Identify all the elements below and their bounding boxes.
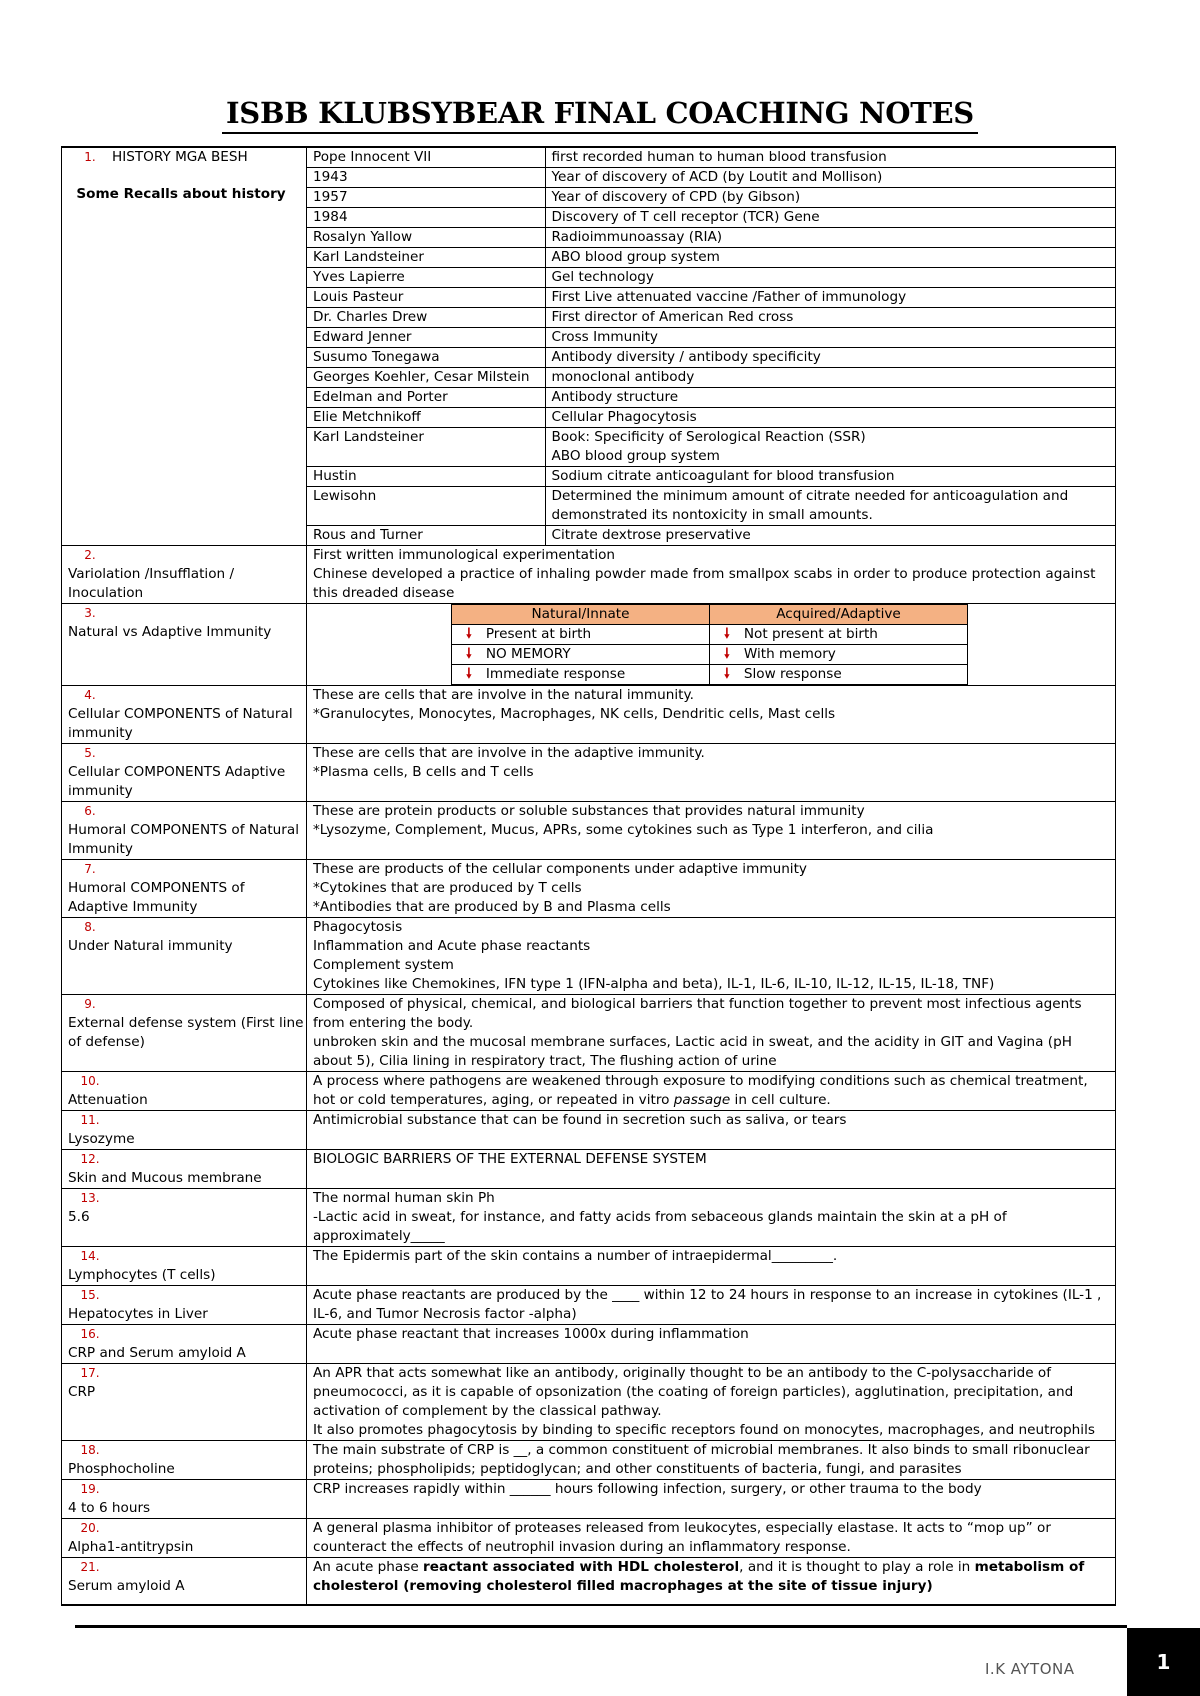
- history-name: Rosalyn Yallow: [307, 228, 545, 248]
- history-row: [307, 168, 1115, 188]
- item-term: CRP: [68, 1384, 96, 1400]
- term-cell: [62, 1441, 307, 1480]
- term-cell: [62, 604, 307, 686]
- item-number: 7.: [84, 862, 96, 876]
- arrow-down-icon: 🠗: [724, 626, 730, 642]
- table-row: [62, 1072, 1116, 1111]
- description-cell: A process where pathogens are weakened through exposure to modifying conditions such as chemical treatment, hot or cold temperatures, aging, or repeated in vitro passage in cell culture.: [307, 1072, 1116, 1111]
- history-fact: Discovery of T cell receptor (TCR) Gene: [545, 208, 1115, 228]
- history-row: [307, 228, 1115, 248]
- history-name: Karl Landsteiner: [307, 428, 545, 467]
- arrow-down-icon: 🠗: [724, 646, 730, 662]
- item-number: 19.: [80, 1482, 100, 1496]
- item-term: Cellular COMPONENTS of Natural immunity: [68, 706, 293, 741]
- term-cell: [62, 1480, 307, 1519]
- history-row: [307, 467, 1115, 487]
- history-row: [307, 148, 1115, 168]
- item-number: 4.: [84, 688, 96, 702]
- item-number: 16.: [80, 1327, 100, 1341]
- table-row: [62, 1519, 1116, 1558]
- history-name: Georges Koehler, Cesar Milstein: [307, 368, 545, 388]
- adaptive-trait: 🠗 Not present at birth: [710, 625, 968, 645]
- description-cell: Acute phase reactants are produced by the ____ within 12 to 24 hours in response to an increase in cytokines (IL-1 , IL-6, and Tumor Necrosis factor -alpha): [307, 1286, 1116, 1325]
- table-row: [62, 1480, 1116, 1519]
- adaptive-trait: 🠗 With memory: [710, 645, 968, 665]
- item-term: Variolation /Insufflation / Inoculation: [68, 566, 235, 601]
- history-name: Elie Metchnikoff: [307, 408, 545, 428]
- term-cell: [62, 802, 307, 860]
- history-name: Louis Pasteur: [307, 288, 545, 308]
- item-term: Humoral COMPONENTS of Natural Immunity: [68, 822, 299, 857]
- history-row: [307, 487, 1115, 526]
- description-cell: Composed of physical, chemical, and biological barriers that function together to prevent most infectious agents from entering the body. unbroken skin and the mucosal membrane surfaces, Lactic acid in sweat, and the acidity in GIT and Vagina (pH about 5), Cilia lining in respiratory tract, The flushing action of urine: [307, 995, 1116, 1072]
- item-number: 12.: [80, 1152, 100, 1166]
- notes-table: [61, 146, 1116, 1606]
- table-row: [62, 604, 1116, 686]
- history-fact: Citrate dextrose preservative: [545, 526, 1115, 546]
- history-row: [307, 248, 1115, 268]
- item-number: 10.: [80, 1074, 100, 1088]
- page-title: ISBB KLUBSYBEAR FINAL COACHING NOTES: [0, 96, 1200, 130]
- description-cell: Antimicrobial substance that can be found in secretion such as saliva, or tears: [307, 1111, 1116, 1150]
- history-row: [307, 368, 1115, 388]
- history-row: [307, 408, 1115, 428]
- item-number: 15.: [80, 1288, 100, 1302]
- item-number: 11.: [80, 1113, 100, 1127]
- history-fact: Year of discovery of CPD (by Gibson): [545, 188, 1115, 208]
- item-term: Humoral COMPONENTS of Adaptive Immunity: [68, 880, 245, 915]
- item-number: 3.: [84, 606, 96, 620]
- table-row: [62, 860, 1116, 918]
- history-fact: Cross Immunity: [545, 328, 1115, 348]
- term-cell: [62, 1325, 307, 1364]
- history-label: HISTORY MGA BESH: [112, 149, 248, 165]
- description-cell: These are cells that are involve in the adaptive immunity. *Plasma cells, B cells and T cells: [307, 744, 1116, 802]
- history-row: [307, 268, 1115, 288]
- term-cell: [62, 1247, 307, 1286]
- history-name: 1984: [307, 208, 545, 228]
- term-cell: [62, 1072, 307, 1111]
- table-row: [62, 1247, 1116, 1286]
- footer-line: [75, 1625, 1127, 1628]
- description-cell: A general plasma inhibitor of proteases released from leukocytes, especially elastase. It acts to “mop up” or counteract the effects of neutrophil invasion during an inflammatory response.: [307, 1519, 1116, 1558]
- term-cell: [62, 1111, 307, 1150]
- history-fact: Antibody structure: [545, 388, 1115, 408]
- arrow-down-icon: 🠗: [466, 626, 472, 642]
- history-table: [307, 148, 1115, 545]
- term-cell: [62, 147, 307, 546]
- item-number: 18.: [80, 1443, 100, 1457]
- item-number: 5.: [84, 746, 96, 760]
- item-number: 1.: [84, 150, 96, 164]
- term-cell: [62, 686, 307, 744]
- history-row: [307, 348, 1115, 368]
- history-fact: Radioimmunoassay (RIA): [545, 228, 1115, 248]
- item-number: 17.: [80, 1366, 100, 1380]
- footer-author: I.K AYTONA: [985, 1660, 1075, 1678]
- history-name: Susumo Tonegawa: [307, 348, 545, 368]
- history-row: [307, 526, 1115, 546]
- table-row: [62, 1325, 1116, 1364]
- table-row: [62, 802, 1116, 860]
- table-row: [62, 686, 1116, 744]
- item-term: Serum amyloid A: [68, 1578, 185, 1594]
- term-cell: [62, 1189, 307, 1247]
- item-term: Attenuation: [68, 1092, 148, 1108]
- item-number: 21.: [80, 1560, 100, 1574]
- description-cell: BIOLOGIC BARRIERS OF THE EXTERNAL DEFENSE SYSTEM: [307, 1150, 1116, 1189]
- history-name: Lewisohn: [307, 487, 545, 526]
- history-row: [307, 308, 1115, 328]
- item-term: Under Natural immunity: [68, 938, 233, 954]
- term-cell: [62, 744, 307, 802]
- history-fact: First director of American Red cross: [545, 308, 1115, 328]
- history-cell: [307, 147, 1116, 546]
- history-fact: Gel technology: [545, 268, 1115, 288]
- item-term: Lysozyme: [68, 1131, 135, 1147]
- history-fact: Sodium citrate anticoagulant for blood transfusion: [545, 467, 1115, 487]
- history-fact: ABO blood group system: [545, 248, 1115, 268]
- item-term: External defense system (First line of defense): [68, 1015, 304, 1050]
- description-cell: The main substrate of CRP is __, a common constituent of microbial membranes. It also binds to small ribonuclear proteins; phospholipids; peptidoglycan; and other constituents of bacteria, fungi, and parasites: [307, 1441, 1116, 1480]
- term-cell: [62, 918, 307, 995]
- description-cell: These are products of the cellular components under adaptive immunity *Cytokines that are produced by T cells *Antibodies that are produced by B and Plasma cells: [307, 860, 1116, 918]
- item-number: 6.: [84, 804, 96, 818]
- item-term: CRP and Serum amyloid A: [68, 1345, 246, 1361]
- table-row-history: [62, 147, 1116, 546]
- item-term: Alpha1-antitrypsin: [68, 1539, 194, 1555]
- arrow-down-icon: 🠗: [724, 666, 730, 682]
- history-fact: Year of discovery of ACD (by Loutit and Mollison): [545, 168, 1115, 188]
- item-term: Natural vs Adaptive Immunity: [68, 624, 272, 640]
- adaptive-trait: 🠗 Slow response: [710, 665, 968, 685]
- description-cell: Acute phase reactant that increases 1000x during inflammation: [307, 1325, 1116, 1364]
- item-number: 8.: [84, 920, 96, 934]
- term-cell: [62, 546, 307, 604]
- history-fact: Cellular Phagocytosis: [545, 408, 1115, 428]
- description-cell: An APR that acts somewhat like an antibody, originally thought to be an antibody to the C-polysaccharide of pneumococci, as it is capable of opsonization (the coating of foreign particles), agglutination, precipitation, and activation of complement by the classical pathway. It also promotes phagocytosis by binding to specific receptors found on monocytes, macrophages, and neutrophils: [307, 1364, 1116, 1441]
- item-term: Hepatocytes in Liver: [68, 1306, 208, 1322]
- history-name: 1957: [307, 188, 545, 208]
- history-name: Karl Landsteiner: [307, 248, 545, 268]
- description-cell: First written immunological experimentation Chinese developed a practice of inhaling powder made from smallpox scabs in order to produce protection against this dreaded disease: [307, 546, 1116, 604]
- innate-header: Natural/Innate: [452, 605, 710, 625]
- table-row: [62, 1286, 1116, 1325]
- history-fact: Determined the minimum amount of citrate needed for anticoagulation and demonstrated its nontoxicity in small amounts.: [545, 487, 1115, 526]
- table-row: [62, 995, 1116, 1072]
- item-term: Skin and Mucous membrane: [68, 1170, 262, 1186]
- item-number: 20.: [80, 1521, 100, 1535]
- term-cell: [62, 1150, 307, 1189]
- table-row: [62, 1189, 1116, 1247]
- item-term: Cellular COMPONENTS Adaptive immunity: [68, 764, 286, 799]
- history-row: [307, 208, 1115, 228]
- term-cell: [62, 1519, 307, 1558]
- arrow-down-icon: 🠗: [466, 646, 472, 662]
- history-row: [307, 288, 1115, 308]
- description-cell: Phagocytosis Inflammation and Acute phase reactants Complement system Cytokines like Chemokines, IFN type 1 (IFN-alpha and beta), IL-1, IL-6, IL-10, IL-12, IL-15, IL-18, TNF): [307, 918, 1116, 995]
- history-name: Yves Lapierre: [307, 268, 545, 288]
- arrow-down-icon: 🠗: [466, 666, 472, 682]
- table-row: [62, 1111, 1116, 1150]
- description-cell: These are protein products or soluble substances that provides natural immunity *Lysozyme, Complement, Mucus, APRs, some cytokines such as Type 1 interferon, and cilia: [307, 802, 1116, 860]
- term-cell: [62, 1286, 307, 1325]
- description-cell: These are cells that are involve in the natural immunity. *Granulocytes, Monocytes, Macrophages, NK cells, Dendritic cells, Mast cells: [307, 686, 1116, 744]
- item-number: 2.: [84, 548, 96, 562]
- item-term: Lymphocytes (T cells): [68, 1267, 216, 1283]
- item-number: 13.: [80, 1191, 100, 1205]
- description-cell: [307, 604, 1116, 686]
- description-cell: An acute phase reactant associated with HDL cholesterol, and it is thought to play a role in metabolism of cholesterol (removing cholesterol filled macrophages at the site of tissue injury): [307, 1558, 1116, 1606]
- description-cell: The normal human skin Ph -Lactic acid in sweat, for instance, and fatty acids from sebaceous glands maintain the skin at a pH of approximately_____: [307, 1189, 1116, 1247]
- item-term: 5.6: [68, 1209, 90, 1225]
- description-cell: The Epidermis part of the skin contains a number of intraepidermal_________.: [307, 1247, 1116, 1286]
- history-name: Dr. Charles Drew: [307, 308, 545, 328]
- item-number: 9.: [84, 997, 96, 1011]
- history-row: [307, 388, 1115, 408]
- history-name: 1943: [307, 168, 545, 188]
- item-term: 4 to 6 hours: [68, 1500, 151, 1516]
- history-name: Pope Innocent VII: [307, 148, 545, 168]
- immunity-comparison-table: [451, 604, 968, 685]
- history-row: [307, 328, 1115, 348]
- innate-trait: 🠗 Immediate response: [452, 665, 710, 685]
- history-name: Hustin: [307, 467, 545, 487]
- table-row: [62, 1150, 1116, 1189]
- history-subtitle: Some Recalls about history: [76, 186, 286, 202]
- item-term: Phosphocholine: [68, 1461, 175, 1477]
- innate-trait: 🠗 Present at birth: [452, 625, 710, 645]
- history-fact: Book: Specificity of Serological Reaction (SSR) ABO blood group system: [545, 428, 1115, 467]
- innate-trait: 🠗 NO MEMORY: [452, 645, 710, 665]
- history-fact: First Live attenuated vaccine /Father of immunology: [545, 288, 1115, 308]
- term-cell: [62, 995, 307, 1072]
- history-name: Rous and Turner: [307, 526, 545, 546]
- page-number: 1: [1127, 1628, 1200, 1696]
- description-cell: CRP increases rapidly within ______ hours following infection, surgery, or other trauma to the body: [307, 1480, 1116, 1519]
- table-row: [62, 918, 1116, 995]
- term-cell: [62, 860, 307, 918]
- term-cell: [62, 1364, 307, 1441]
- table-row: [62, 1558, 1116, 1606]
- table-row: [62, 546, 1116, 604]
- term-cell: [62, 1558, 307, 1606]
- history-fact: Antibody diversity / antibody specificity: [545, 348, 1115, 368]
- history-fact: monoclonal antibody: [545, 368, 1115, 388]
- table-row: [62, 1441, 1116, 1480]
- table-row: [62, 1364, 1116, 1441]
- table-row: [62, 744, 1116, 802]
- history-name: Edelman and Porter: [307, 388, 545, 408]
- history-row: [307, 188, 1115, 208]
- history-fact: first recorded human to human blood transfusion: [545, 148, 1115, 168]
- history-row: [307, 428, 1115, 467]
- item-number: 14.: [80, 1249, 100, 1263]
- history-name: Edward Jenner: [307, 328, 545, 348]
- adaptive-header: Acquired/Adaptive: [710, 605, 968, 625]
